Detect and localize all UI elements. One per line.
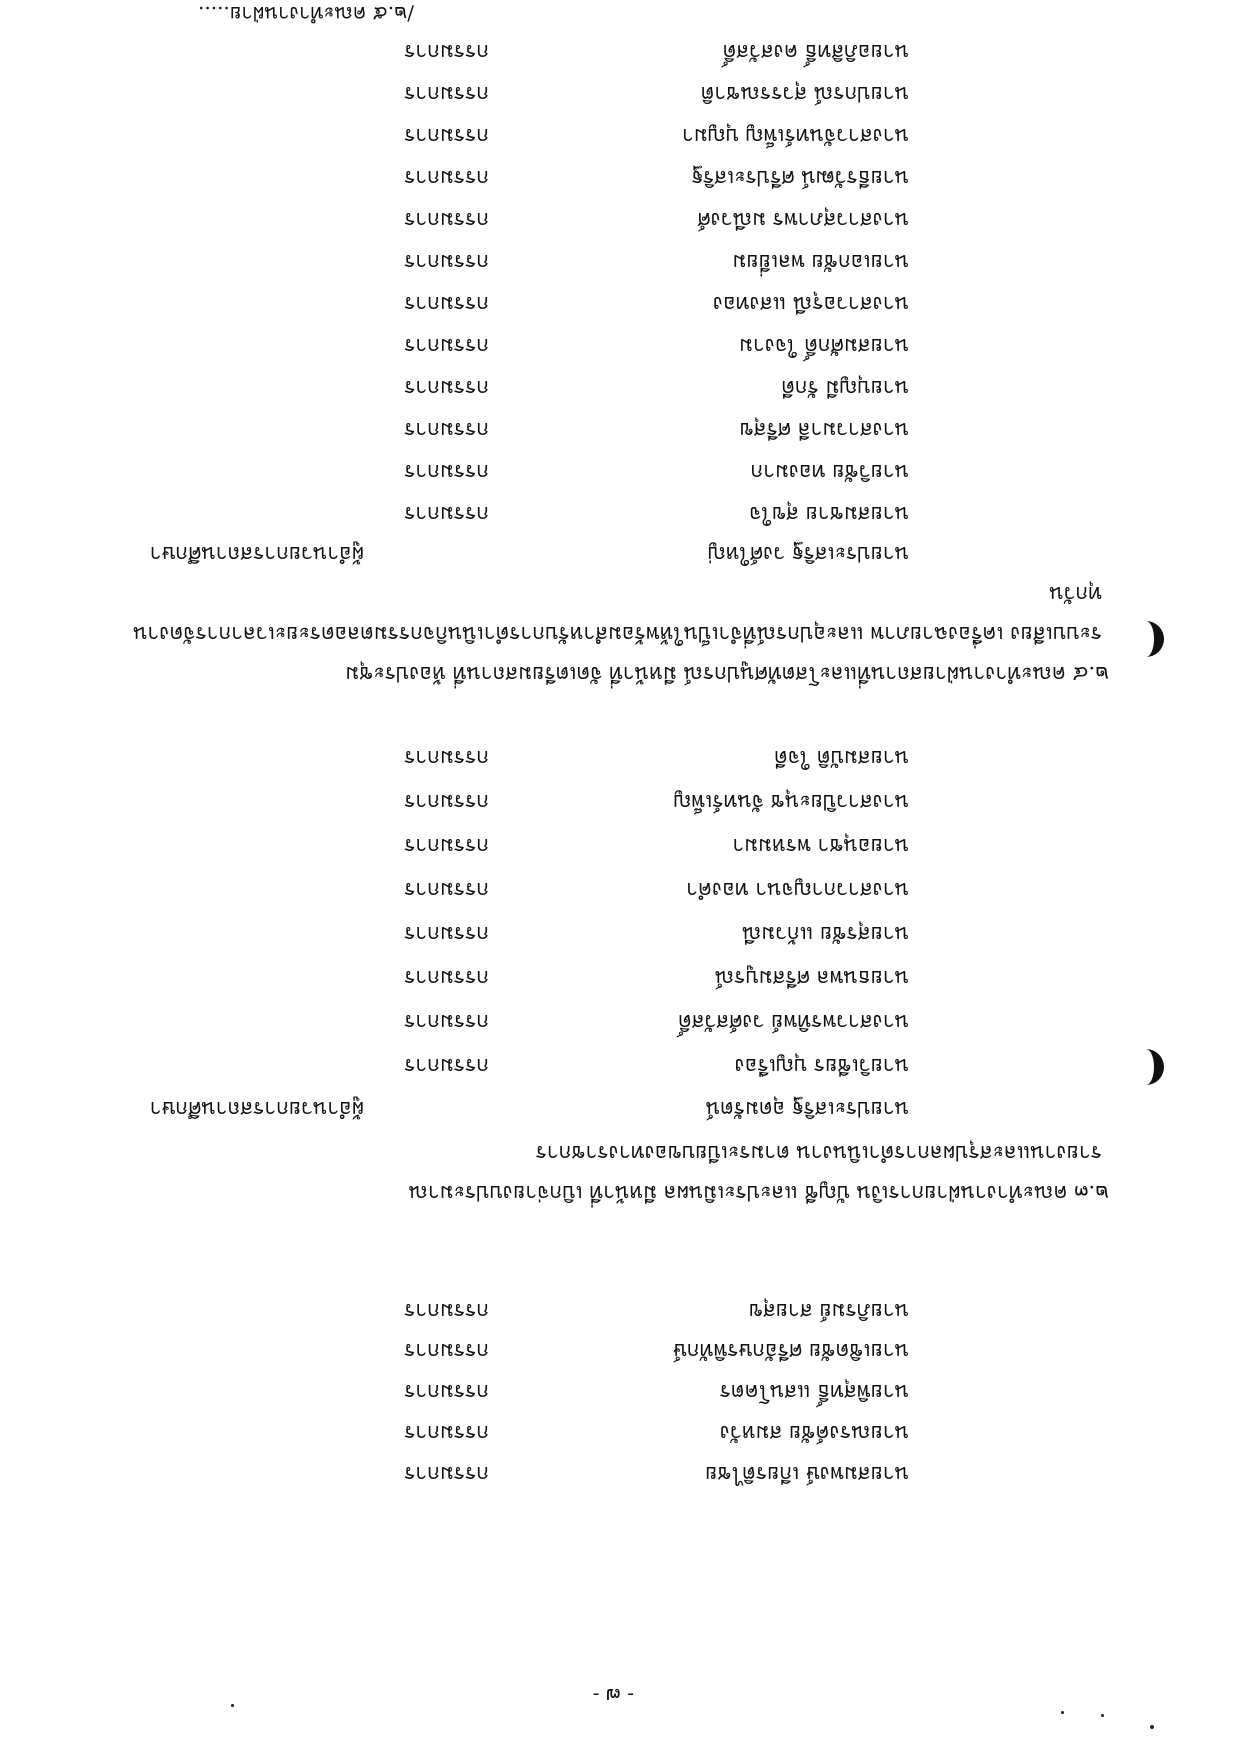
section-paragraph-line: ระบบเสียง เครื่องฉายภาพ และอุปกรณ์ที่จำเป็นให้พร้อมสำหรับการดำเนินกิจกรรมตลอดระยะเวลาการจัดงาน xyxy=(133,622,1102,646)
member-name: นางสาวปิยะนุช จันทร์เพ็ญ xyxy=(673,790,909,814)
section-paragraph-line: รายงานและสรุปผลการดำเนินงาน ตามระเบียบของทางราชการ xyxy=(535,1141,1102,1165)
member-role: กรรมการ xyxy=(404,922,489,946)
section-paragraph-line: ทุกวัน xyxy=(1049,582,1102,606)
member-role: กรรมการ xyxy=(404,1339,489,1363)
member-name: นายณรงค์ชัย สมหวัง xyxy=(719,1421,909,1445)
page-number: - ๗ - xyxy=(592,1684,634,1708)
member-name: นางสาวสุภาพร มณีวงศ์ xyxy=(697,208,909,232)
member-role: กรรมการ xyxy=(404,878,489,902)
member-name: นายบุญมี รักดี xyxy=(781,376,909,400)
member-role: กรรมการ xyxy=(404,1054,489,1078)
continuation-note: /๒.๕ คณะทำงานฝ่าย..... xyxy=(198,2,414,26)
member-role: กรรมการ xyxy=(404,790,489,814)
member-role: กรรมการ xyxy=(404,1462,489,1486)
member-name: นายวิเชียร บุญเรือง xyxy=(734,1054,909,1078)
member-name: นายธีรวัฒน์ ศรีประเสริฐ xyxy=(691,166,909,190)
member-name: นายประเสริฐ อุดมรัตน์ xyxy=(705,1097,909,1121)
member-name: นางสาวจันทร์เพ็ญ บุญมา xyxy=(681,124,909,148)
member-role: กรรมการ xyxy=(404,82,489,106)
member-name: นายปกรณ์ สุวรรณชาติ xyxy=(700,82,909,106)
member-role: กรรมการ xyxy=(404,834,489,858)
member-name: นายอนุชา พรหมมา xyxy=(732,834,909,858)
member-role: กรรมการ xyxy=(404,1380,489,1404)
member-role: กรรมการ xyxy=(404,208,489,232)
member-name: นายสมศักดิ์ ใจงาม xyxy=(739,334,909,358)
member-name: นายเอกชัย พลเยี่ยม xyxy=(732,250,909,274)
member-role: กรรมการ xyxy=(404,1299,489,1323)
member-name: นายสมชาย สุขใจ xyxy=(749,502,909,526)
member-role: กรรมการ xyxy=(404,746,489,770)
punch-hole xyxy=(1128,621,1164,657)
member-role: กรรมการ xyxy=(404,40,489,64)
member-role: กรรมการ xyxy=(404,376,489,400)
member-name: นายประเสริฐ วงศ์ใหญ่ xyxy=(707,542,909,566)
member-name: นายพิสุทธิ์ แสนโคตร xyxy=(719,1380,909,1404)
member-name: นายสมพงษ์ เกียรติไชย xyxy=(705,1462,909,1486)
member-role: กรรมการ xyxy=(404,292,489,316)
member-name: นางสาวมาลี ศรีสุข xyxy=(739,418,909,442)
member-name: นางสาวอรุณี แสงทอง xyxy=(712,292,909,316)
member-name: นายเชิดชัย ศรีอักษรพิทักษ์ xyxy=(672,1339,909,1363)
member-name: นายสุรชัย แก้วมณี xyxy=(741,922,909,946)
section-heading: ๒.๔ คณะทำงานฝ่ายสถานที่และโสตทัศนูปกรณ์ มีหน้าที่ จัดเตรียมสถานที่ ห้องประชุม xyxy=(345,662,1109,686)
member-name: นางสาวพรทิพย์ วงศ์สวัสดิ์ xyxy=(677,1010,909,1034)
member-role: กรรมการ xyxy=(404,966,489,990)
member-role: กรรมการ xyxy=(404,418,489,442)
member-role: กรรมการ xyxy=(404,166,489,190)
punch-hole xyxy=(1128,1049,1164,1085)
member-role: กรรมการ xyxy=(404,460,489,484)
member-role: กรรมการ xyxy=(404,334,489,358)
member-name: นายสมบัติ ใจดี xyxy=(774,746,909,770)
member-name: นายวิชัย ทองมาก xyxy=(750,460,909,484)
member-name: นายอภิสิทธิ์ คงสวัสดิ์ xyxy=(722,40,909,64)
scan-speck xyxy=(1101,1714,1104,1717)
section-heading: ๒.๓ คณะทำงานฝ่ายการเงิน บัญชี และประเมินผล มีหน้าที่ เบิกจ่ายงบประมาณ xyxy=(408,1181,1109,1205)
member-name: นายธนพล ศรีสมบูรณ์ xyxy=(714,966,909,990)
member-role: กรรมการ xyxy=(404,1010,489,1034)
member-name: นายภิรมย์ สายสุข xyxy=(748,1299,909,1323)
member-name: นางสาวกาญจนา ทองคำ xyxy=(686,878,909,902)
scan-speck xyxy=(1150,1725,1154,1729)
member-role: ผู้อำนวยการสถานศึกษา xyxy=(149,542,364,566)
member-role: ผู้อำนวยการสถานศึกษา xyxy=(149,1097,364,1121)
member-role: กรรมการ xyxy=(404,250,489,274)
member-role: กรรมการ xyxy=(404,1421,489,1445)
member-role: กรรมการ xyxy=(404,502,489,526)
scan-speck xyxy=(231,1704,234,1707)
member-role: กรรมการ xyxy=(404,124,489,148)
scan-speck xyxy=(1061,1711,1064,1714)
